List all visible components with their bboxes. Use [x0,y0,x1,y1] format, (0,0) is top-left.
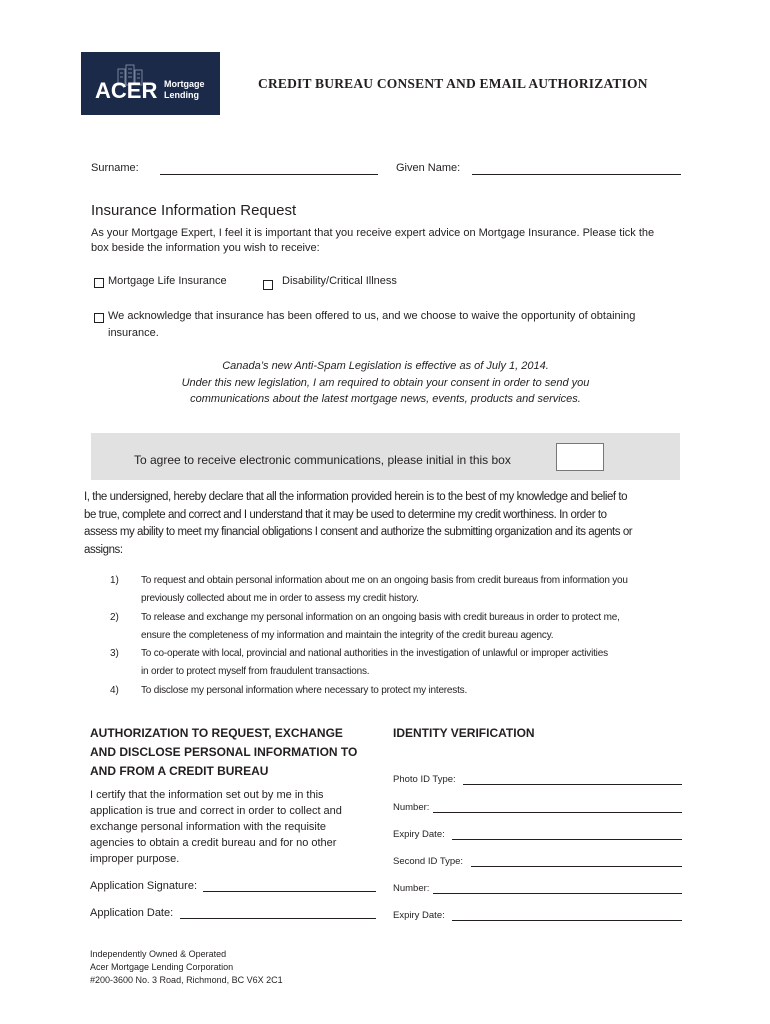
cert-line1: I certify that the information set out by me in this [90,789,324,801]
application-date-field[interactable] [180,918,376,919]
application-date-label: Application Date: [90,907,174,919]
signature-label: Application Signature: [90,880,198,892]
cert-line3: exchange personal information with the requisite [90,821,327,833]
waive-insurance-line1: We acknowledge that insurance has been offered to us, and we choose to waive the opportunity of obtaining [108,310,636,322]
expiry2-label: Expiry Date: [393,910,445,921]
second-id-label: Second ID Type: [393,856,464,867]
photo-id-label: Photo ID Type: [393,774,456,785]
list-item-line: To co-operate with local, provincial and national authorities in the investigation of unlawful or improper activities [141,648,608,659]
list-item-number: 1) [110,575,119,586]
logo-brand-text: ACER [95,78,158,103]
signature-field[interactable] [203,891,376,892]
list-item-line: To request and obtain personal information about me on an ongoing basis from credit bureaus from information you [141,575,628,586]
anti-spam-line1: Canada’s new Anti-Spam Legislation is effective as of July 1, 2014. [222,360,549,372]
footer-line3: #200-3600 No. 3 Road, Richmond, BC V6X 2C1 [90,975,283,985]
number1-label: Number: [393,802,430,813]
declaration-line4: assigns: [84,543,123,556]
expiry1-field[interactable] [452,839,682,840]
mortgage-life-checkbox[interactable] [94,278,104,288]
insurance-intro-line2: box beside the information you wish to receive: [91,242,320,254]
certification-paragraph [90,787,380,867]
given-name-field[interactable] [472,174,681,175]
list-item [141,572,686,608]
waive-insurance-checkbox[interactable] [94,313,104,323]
declaration-line2: be true, complete and correct and I understand that it may be used to determine my credit worthiness. In order to [84,508,607,521]
authorization-heading-line1: AUTHORIZATION TO REQUEST, EXCHANGE [90,726,343,740]
company-logo [81,52,220,115]
list-item-line: To release and exchange my personal information on an ongoing basis with credit bureaus in order to protect me, [141,612,620,623]
expiry2-field[interactable] [452,920,682,921]
list-item [141,609,686,645]
acer-logo-graphic [81,52,220,115]
expiry1-label: Expiry Date: [393,829,445,840]
mortgage-life-label: Mortgage Life Insurance [108,275,227,287]
declaration-line3: assess my ability to meet my financial obligations I consent and authorize the submitting organization and its agents or [84,526,633,538]
insurance-intro-line1: As your Mortgage Expert, I feel it is important that you receive expert advice on Mortgage Insurance. Please tick the [91,227,655,239]
number2-label: Number: [393,883,430,894]
list-item-line: previously collected about me in order to assess my credit history. [141,593,419,604]
declaration-line1: I, the undersigned, hereby declare that all the information provided herein is to the best of my knowledge and belief to [84,491,628,503]
list-item-line: ensure the completeness of my information and maintain the integrity of the credit bureau agency. [141,630,554,641]
logo-line1-text: Mortgage [164,79,205,89]
list-item [141,682,686,700]
authorization-heading-line2: AND DISCLOSE PERSONAL INFORMATION TO [90,745,358,759]
footer-line2: Acer Mortgage Lending Corporation [90,962,234,972]
list-item-number: 3) [110,648,119,659]
identity-heading: IDENTITY VERIFICATION [393,726,535,740]
declaration-paragraph [84,489,676,559]
number2-field[interactable] [433,893,682,894]
disability-label: Disability/Critical Illness [282,275,397,287]
cert-line4: agencies to obtain a credit bureau and for no other [90,837,337,849]
list-item [141,645,686,681]
authorization-heading-line3: AND FROM A CREDIT BUREAU [90,764,269,778]
surname-field[interactable] [160,174,378,175]
anti-spam-line2: Under this new legislation, I am required to obtain your consent in order to send you [181,376,590,389]
waive-insurance-line2: insurance. [108,327,159,339]
logo-line2-text: Lending [164,90,199,100]
list-item-number: 4) [110,685,119,696]
list-item-number: 2) [110,612,119,623]
list-item-line: in order to protect myself from fraudulent transactions. [141,666,370,677]
anti-spam-line3: communications about the latest mortgage news, events, products and services. [190,393,581,405]
footer-line1: Independently Owned & Operated [90,949,227,959]
initial-box[interactable] [556,443,604,471]
footer-address [90,948,283,987]
email-consent-text: To agree to receive electronic communications, please initial in this box [134,453,511,467]
authorization-heading [90,724,357,781]
cert-line5: improper purpose. [90,853,180,865]
number1-field[interactable] [433,812,682,813]
list-item-line: To disclose my personal information where necessary to protect my interests. [141,685,468,696]
second-id-field[interactable] [471,866,682,867]
surname-label: Surname: [91,162,139,174]
insurance-heading: Insurance Information Request [91,202,297,219]
photo-id-field[interactable] [463,784,682,785]
form-title: CREDIT BUREAU CONSENT AND EMAIL AUTHORIZATION [258,76,648,91]
disability-checkbox[interactable] [263,280,273,290]
given-name-label: Given Name: [396,162,461,174]
cert-line2: application is true and correct in order to collect and [90,805,342,817]
